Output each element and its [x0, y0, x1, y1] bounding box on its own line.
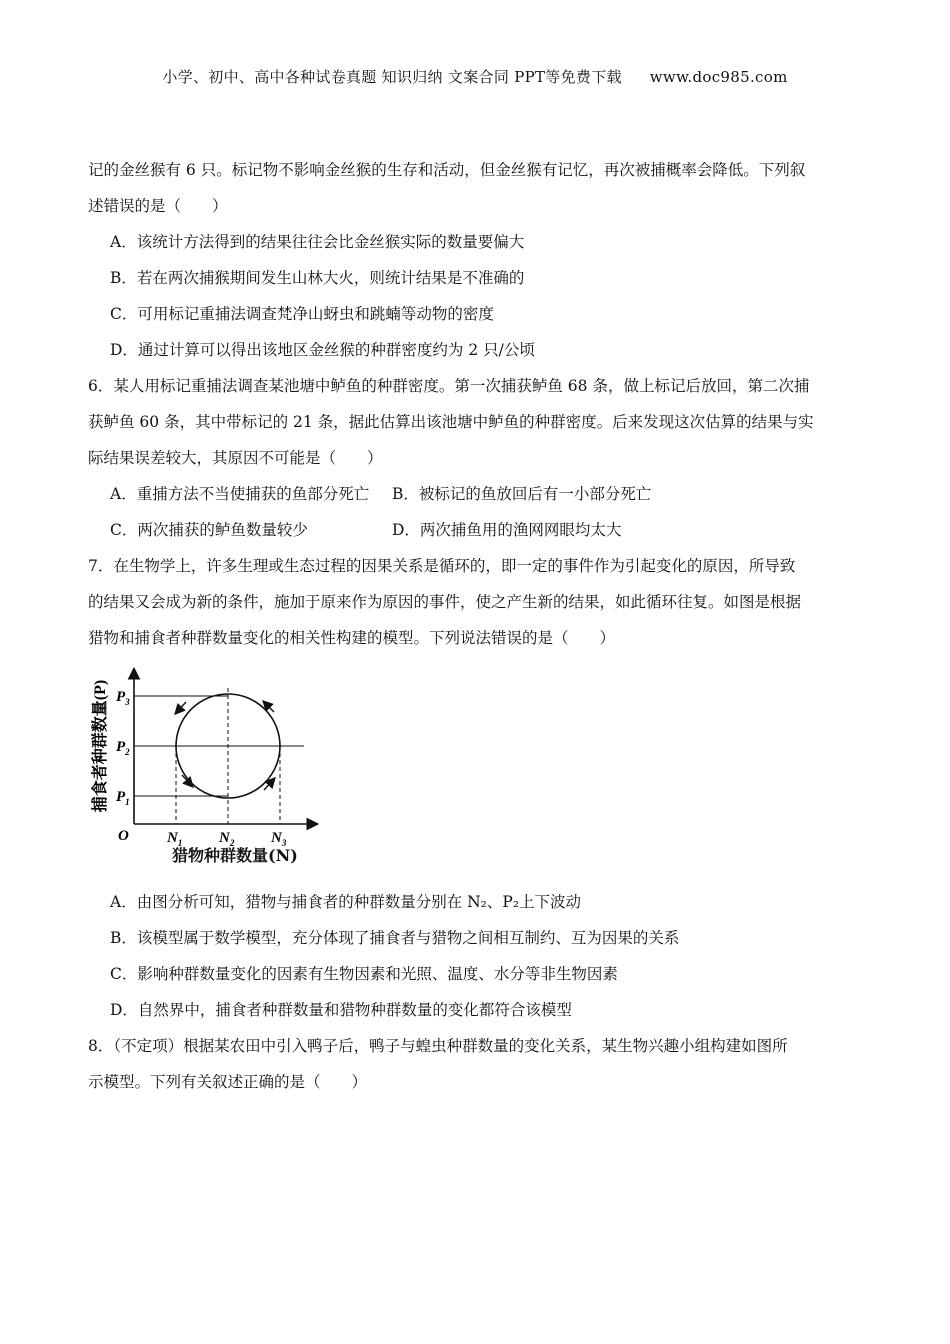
- document-body: [88, 152, 868, 1100]
- q5-stem-line-1: 记的金丝猴有 6 只。标记物不影响金丝猴的生存和活动，但金丝猴有记忆，再次被捕概率会降低。下列叙: [88, 161, 806, 179]
- arrow-top-left: [176, 702, 186, 713]
- q8-stem-line-1: 8．（不定项）根据某农田中引入鸭子后，鸭子与蝗虫种群数量的变化关系，某生物兴趣小组构建如图所: [88, 1037, 788, 1055]
- q6-option-a: A．重捕方法不当使捕获的鱼部分死亡: [110, 485, 370, 503]
- header-text: 小学、初中、高中各种试卷真题 知识归纳 文案合同 PPT等免费下载: [162, 68, 622, 86]
- predator-prey-cycle-figure: [88, 660, 328, 850]
- q7-stem-line-1: 7．在生物学上，许多生理或生态过程的因果关系是循环的，即一定的事件作为引起变化的原因，所导致: [88, 557, 796, 575]
- q6-options-row-1: [88, 476, 868, 512]
- q6-option-d: D．两次捕鱼用的渔网网眼均太大: [392, 521, 622, 539]
- arrow-bottom-right: [264, 779, 274, 790]
- q5-option-c: C．可用标记重捕法调查梵净山蚜虫和跳蝻等动物的密度: [110, 305, 494, 323]
- label-origin: O: [118, 828, 129, 844]
- header-site-link[interactable]: www.doc985.com: [649, 68, 788, 86]
- q7-option-d: D．自然界中，捕食者种群数量和猎物种群数量的变化都符合该模型: [110, 1001, 572, 1019]
- x-axis-caption: 猎物种群数量(N): [172, 846, 298, 865]
- q7-stem-line-2: 的结果又会成为新的条件，施加于原来作为原因的事件，使之产生新的结果，如此循环往复。如图是根据: [88, 593, 802, 611]
- q6-stem-line-3: 际结果误差较大，其原因不可能是（ ）: [88, 449, 383, 467]
- y-axis-label: 捕食者种群数量(P): [92, 679, 109, 813]
- q6-option-c: C．两次捕获的鲈鱼数量较少: [110, 521, 308, 539]
- question-5: [88, 152, 868, 368]
- q8-stem-line-2: 示模型。下列有关叙述正确的是（ ）: [88, 1073, 368, 1091]
- q6-option-b: B．被标记的鱼放回后有一小部分死亡: [392, 485, 652, 503]
- q7-option-b: B．该模型属于数学模型，充分体现了捕食者与猎物之间相互制约、互为因果的关系: [110, 929, 680, 947]
- label-n3: $N_3$: [271, 830, 287, 848]
- arrow-bottom-left: [182, 775, 192, 786]
- q6-options-row-2: [88, 512, 868, 548]
- label-p2: $P_2$: [116, 739, 130, 757]
- question-6: [88, 368, 868, 548]
- q7-stem-line-3: 猎物和捕食者种群数量变化的相关性构建的模型。下列说法错误的是（ ）: [88, 629, 616, 647]
- page-header: [0, 66, 950, 87]
- q5-option-d: D．通过计算可以得出该地区金丝猴的种群密度约为 2 只/公顷: [110, 341, 535, 359]
- q5-stem-line-2: 述错误的是（ ）: [88, 197, 228, 215]
- q5-option-a: A．该统计方法得到的结果往往会比金丝猴实际的数量要偏大: [110, 233, 525, 251]
- label-p1: $P_1$: [116, 789, 130, 807]
- q6-stem-line-2: 获鲈鱼 60 条，其中带标记的 21 条，据此估算出该池塘中鲈鱼的种群密度。后来发现这次估算的结果与实: [88, 413, 814, 431]
- q7-option-a: A．由图分析可知，猎物与捕食者的种群数量分别在 N₂、P₂上下波动: [110, 893, 582, 911]
- question-8: [88, 1028, 868, 1100]
- label-n1: $N_1$: [167, 830, 183, 848]
- q7-option-c: C．影响种群数量变化的因素有生物因素和光照、温度、水分等非生物因素: [110, 965, 618, 983]
- label-n2: $N_2$: [219, 830, 235, 848]
- q5-option-b: B．若在两次捕猴期间发生山林大火，则统计结果是不准确的: [110, 269, 525, 287]
- label-p3: $P_3$: [116, 689, 130, 707]
- question-7: [88, 548, 868, 1028]
- cycle-diagram: [88, 660, 328, 850]
- q6-stem-line-1: 6．某人用标记重捕法调查某池塘中鲈鱼的种群密度。第一次捕获鲈鱼 68 条，做上标记后放回，第二次捕: [88, 377, 810, 395]
